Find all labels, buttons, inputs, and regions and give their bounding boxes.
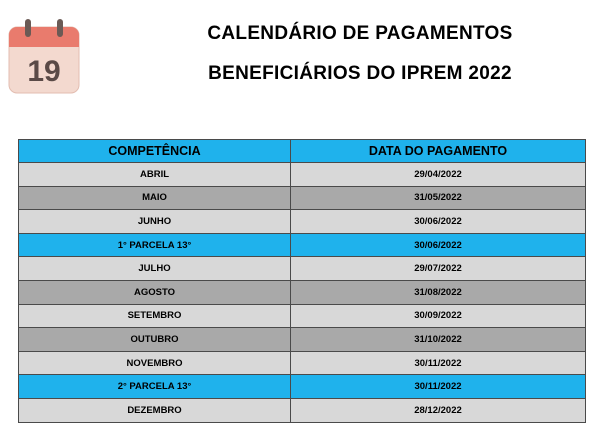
cell-competencia: AGOSTO bbox=[19, 280, 291, 304]
table-row bbox=[19, 280, 586, 304]
cell-competencia: DEZEMBRO bbox=[19, 398, 291, 422]
cell-competencia: NOVEMBRO bbox=[19, 351, 291, 375]
cell-data-pagamento: 30/09/2022 bbox=[291, 304, 586, 328]
table-row bbox=[19, 186, 586, 210]
cell-competencia: SETEMBRO bbox=[19, 304, 291, 328]
table-row bbox=[19, 328, 586, 352]
cell-data-pagamento: 29/04/2022 bbox=[291, 163, 586, 187]
cell-data-pagamento: 30/06/2022 bbox=[291, 210, 586, 234]
column-header-competencia: COMPETÊNCIA bbox=[19, 140, 291, 163]
cell-data-pagamento: 31/10/2022 bbox=[291, 328, 586, 352]
column-header-data-pagamento: DATA DO PAGAMENTO bbox=[291, 140, 586, 163]
calendar-day-number: 19 bbox=[27, 55, 61, 88]
table-row bbox=[19, 375, 586, 399]
cell-competencia: OUTUBRO bbox=[19, 328, 291, 352]
cell-competencia: ABRIL bbox=[19, 163, 291, 187]
cell-data-pagamento: 28/12/2022 bbox=[291, 398, 586, 422]
table-row bbox=[19, 163, 586, 187]
cell-data-pagamento: 29/07/2022 bbox=[291, 257, 586, 281]
table-row bbox=[19, 351, 586, 375]
cell-data-pagamento: 31/05/2022 bbox=[291, 186, 586, 210]
cell-data-pagamento: 30/11/2022 bbox=[291, 351, 586, 375]
cell-data-pagamento: 31/08/2022 bbox=[291, 280, 586, 304]
table-row bbox=[19, 233, 586, 257]
payment-calendar-table bbox=[18, 139, 586, 423]
cell-competencia: 2° PARCELA 13° bbox=[19, 375, 291, 399]
table-row bbox=[19, 257, 586, 281]
cell-competencia: MAIO bbox=[19, 186, 291, 210]
cell-competencia: JUNHO bbox=[19, 210, 291, 234]
table-row bbox=[19, 398, 586, 422]
page-title-line2: BENEFICIÁRIOS DO IPREM 2022 bbox=[208, 63, 512, 84]
table-row bbox=[19, 210, 586, 234]
table-header-row bbox=[19, 140, 586, 163]
cell-data-pagamento: 30/06/2022 bbox=[291, 233, 586, 257]
calendar-icon bbox=[5, 17, 85, 97]
cell-competencia: 1° PARCELA 13° bbox=[19, 233, 291, 257]
table-row bbox=[19, 304, 586, 328]
page-title-line1: CALENDÁRIO DE PAGAMENTOS bbox=[207, 23, 513, 44]
cell-data-pagamento: 30/11/2022 bbox=[291, 375, 586, 399]
cell-competencia: JULHO bbox=[19, 257, 291, 281]
